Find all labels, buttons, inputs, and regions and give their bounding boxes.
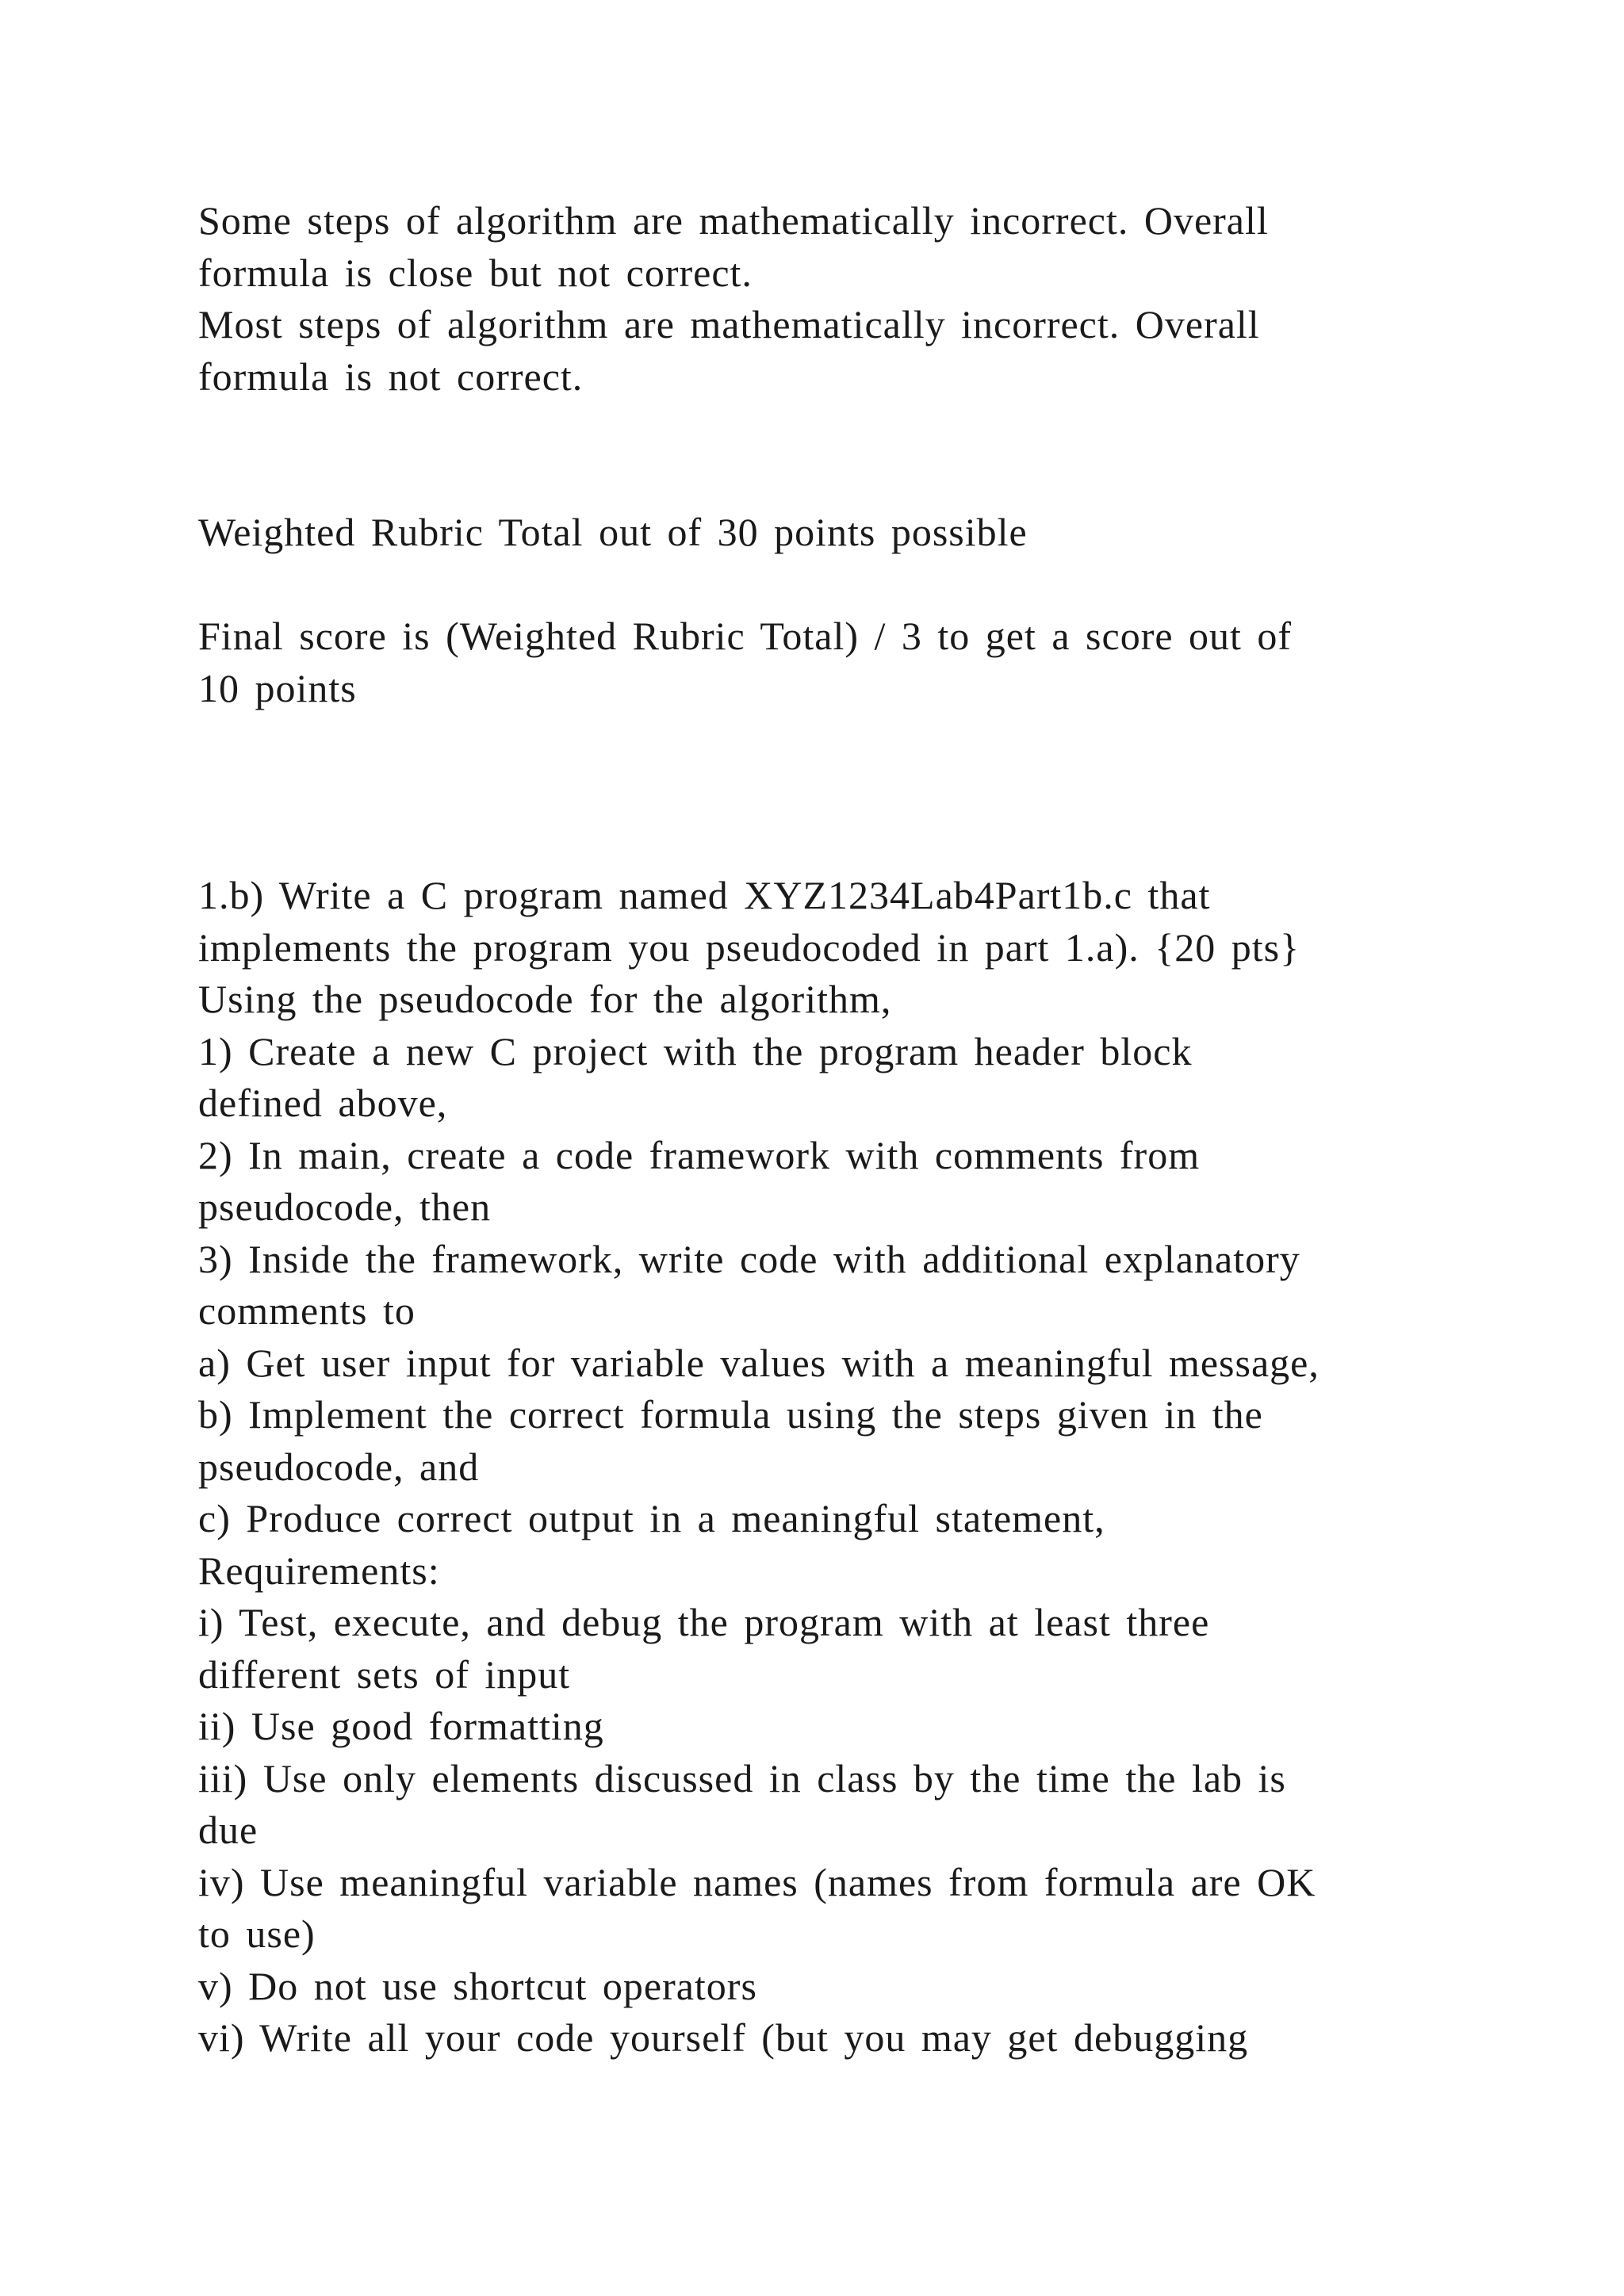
part-1b-instructions: [198, 870, 1515, 2064]
text-line: Using the pseudocode for the algorithm,: [198, 977, 892, 1021]
text-line: 1.b) Write a C program named XYZ1234Lab4Part1b.c that: [198, 873, 1211, 917]
text-line: comments to: [198, 1288, 416, 1333]
text-line: Requirements:: [198, 1548, 440, 1593]
text-line: c) Produce correct output in a meaningful statement,: [198, 1496, 1105, 1540]
text-line: formula is close but not correct.: [198, 250, 753, 295]
paragraph-spacer: [198, 714, 1515, 870]
paragraph-spacer: [198, 403, 1515, 507]
text-line: Weighted Rubric Total out of 30 points possible: [198, 510, 1028, 554]
text-line: Most steps of algorithm are mathematically incorrect. Overall: [198, 302, 1260, 346]
text-line: implements the program you pseudocoded in part 1.a). {20 pts}: [198, 924, 1300, 970]
paragraph-spacer: [198, 559, 1515, 611]
rubric-criteria-paragraph: [198, 195, 1515, 403]
text-line: pseudocode, and: [198, 1444, 480, 1489]
text-line: 2) In main, create a code framework with comments from: [198, 1132, 1201, 1177]
text-line: due: [198, 1808, 259, 1852]
text-line: a) Get user input for variable values with a meaningful message,: [198, 1340, 1320, 1385]
text-line: ii) Use good formatting: [198, 1704, 604, 1748]
text-line: to use): [198, 1911, 316, 1956]
text-line: defined above,: [198, 1081, 448, 1125]
text-line: 3) Inside the framework, write code with additional explanatory: [198, 1236, 1300, 1281]
text-line: Final score is (Weighted Rubric Total) / 3 to get a score out of: [198, 614, 1293, 658]
final-score-paragraph: [198, 610, 1515, 714]
text-line: vi) Write all your code yourself (but you may get debugging: [198, 2015, 1249, 2060]
text-line: b) Implement the correct formula using the steps given in the: [198, 1392, 1263, 1437]
text-line: 10 points: [198, 665, 357, 710]
text-line: Some steps of algorithm are mathematically incorrect. Overall: [198, 198, 1269, 243]
text-line: v) Do not use shortcut operators: [198, 1963, 757, 2008]
text-line: iv) Use meaningful variable names (names from formula are OK: [198, 1859, 1316, 1904]
document-body: [198, 195, 1515, 2064]
text-line: 1) Create a new C project with the program header block: [198, 1028, 1193, 1073]
text-line: formula is not correct.: [198, 354, 584, 399]
text-line: i) Test, execute, and debug the program with at least three: [198, 1600, 1210, 1644]
text-line: pseudocode, then: [198, 1184, 492, 1229]
text-line: iii) Use only elements discussed in class by the time the lab is: [198, 1755, 1286, 1800]
text-line: different sets of input: [198, 1651, 571, 1697]
weighted-total-paragraph: [198, 507, 1515, 559]
